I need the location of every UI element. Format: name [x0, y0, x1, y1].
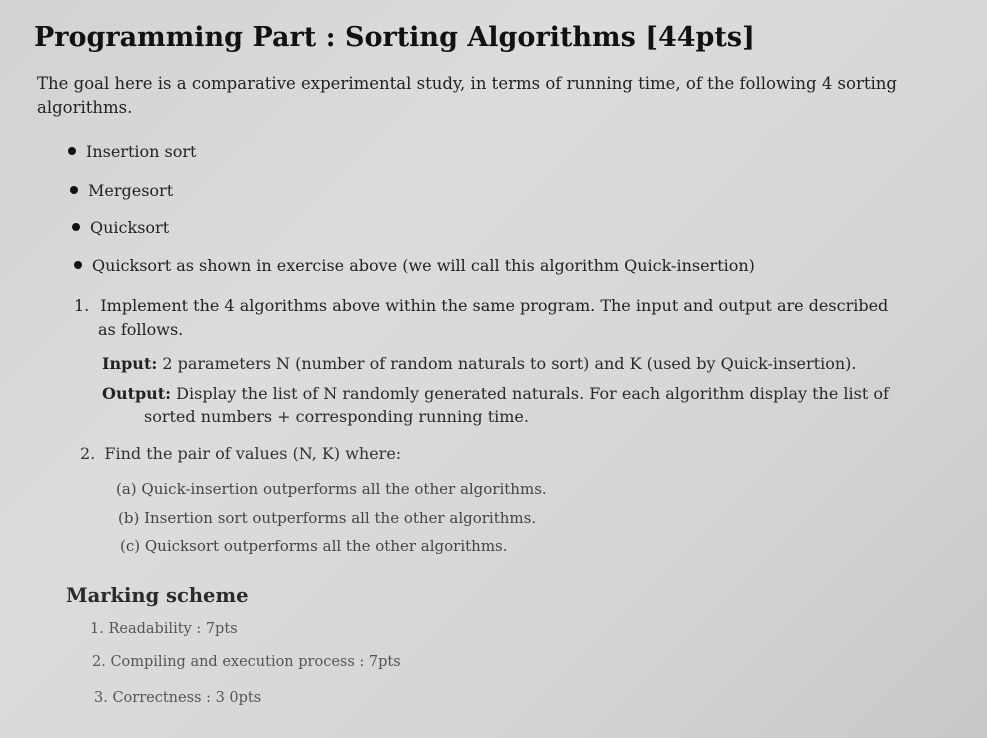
task-1-line-2: as follows.	[98, 320, 184, 339]
intro-line-2: algorithms.	[37, 98, 133, 117]
task-1-line-1: 1. Implement the 4 algorithms above within the same program. The input and output are described	[74, 296, 889, 315]
list-item: 2. Compiling and execution process : 7pts	[92, 654, 401, 670]
page-title: Programming Part : Sorting Algorithms [44pts]	[34, 22, 755, 53]
list-item: (a) Quick-insertion outperforms all the other algorithms.	[116, 480, 547, 498]
input-spec: Input: 2 parameters N (number of random naturals to sort) and K (used by Quick-insertion).	[102, 354, 857, 373]
list-item: Quicksort as shown in exercise above (we will call this algorithm Quick-insertion)	[74, 256, 755, 275]
list-item: 1. Readability : 7pts	[90, 621, 238, 637]
bullet-icon	[70, 186, 78, 194]
bullet-icon	[74, 261, 82, 269]
list-item: Quicksort	[72, 218, 169, 237]
list-item: (c) Quicksort outperforms all the other algorithms.	[120, 537, 508, 555]
output-spec: Output: Display the list of N randomly generated naturals. For each algorithm display the list of	[102, 384, 889, 403]
bullet-icon	[72, 223, 80, 231]
output-spec-line-2: sorted numbers + corresponding running time.	[144, 407, 529, 426]
bullet-icon	[68, 147, 76, 155]
list-item: 3. Correctness : 3 0pts	[94, 690, 262, 706]
list-item: Mergesort	[70, 181, 173, 200]
intro-line-1: The goal here is a comparative experimental study, in terms of running time, of the following 4 sorting	[37, 74, 897, 93]
task-2-line: 2. Find the pair of values (N, K) where:	[80, 444, 402, 463]
marking-scheme-heading: Marking scheme	[66, 584, 249, 607]
list-item: (b) Insertion sort outperforms all the other algorithms.	[118, 509, 537, 527]
list-item: Insertion sort	[68, 142, 196, 161]
